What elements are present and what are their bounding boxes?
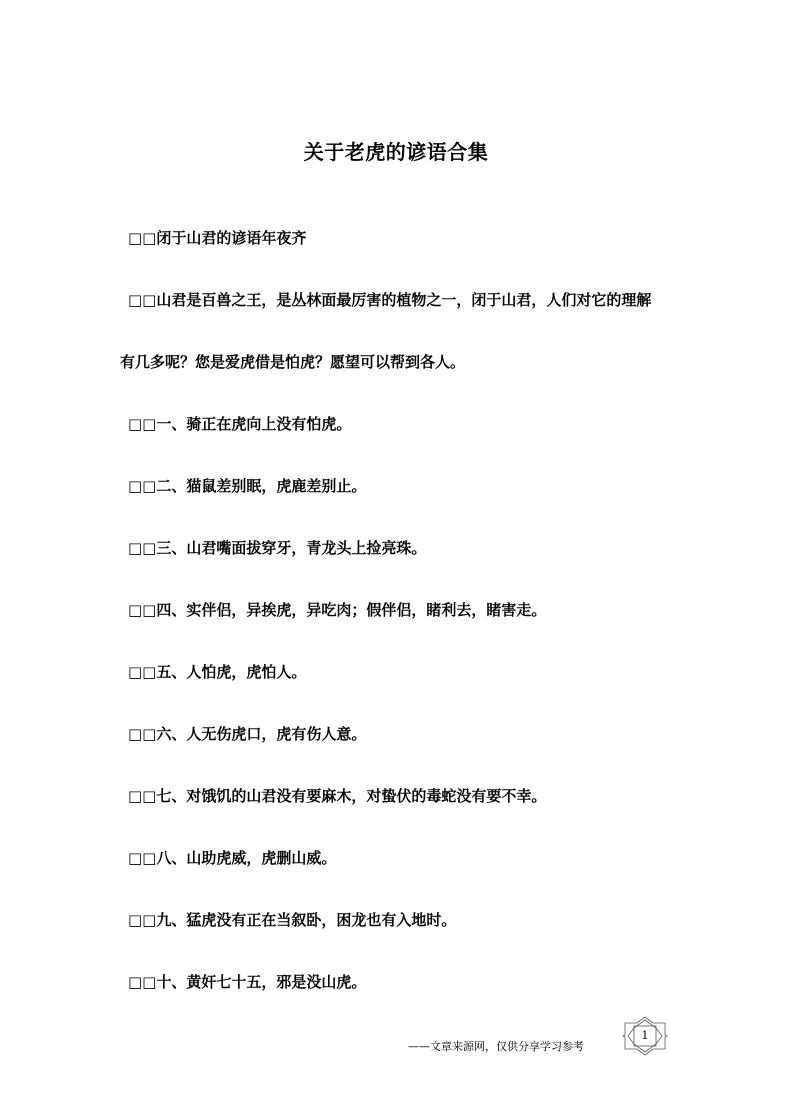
page-number-badge: [622, 1016, 668, 1056]
proverb-item-8: □□八、山助虎威，虎删山威。: [128, 849, 337, 867]
proverb-item-5: □□五、人怕虎，虎怕人。: [128, 663, 307, 681]
page-number: 1: [641, 1029, 649, 1042]
proverb-item-9: □□九、猛虎没有正在当叙卧，困龙也有入地时。: [128, 911, 457, 929]
proverb-item-6: □□六、人无伤虎口，虎有伤人意。: [128, 725, 367, 743]
proverb-item-1: □□一、骑正在虎向上没有怕虎。: [128, 415, 352, 433]
document-title: 关于老虎的谚语合集: [303, 140, 489, 164]
proverb-item-7: □□七、对饿饥的山君没有要麻木，对蛰伏的毒蛇没有要不幸。: [128, 787, 547, 805]
paragraph-body-line-2: 有几多呢？您是爱虎借是怕虎？愿望可以帮到各人。: [120, 353, 466, 371]
proverb-item-3: □□三、山君嘴面拔穿牙，青龙头上捡亮珠。: [128, 539, 427, 557]
paragraph-intro: □□闭于山君的谚语年夜齐: [128, 229, 307, 247]
paragraph-body-line-1: □□山君是百兽之王，是丛林面最厉害的植物之一，闭于山君，人们对它的理解: [128, 291, 652, 309]
footer-source-note: ——文章来源网，仅供分享学习参考: [408, 1040, 584, 1053]
proverb-item-4: □□四、实伴侣，异挨虎，异吃肉；假伴侣，睹利去，睹害走。: [128, 601, 547, 619]
proverb-item-10: □□十、黄奸七十五，邪是没山虎。: [128, 973, 367, 991]
proverb-item-2: □□二、猫鼠差别眠，虎鹿差别止。: [128, 477, 367, 495]
